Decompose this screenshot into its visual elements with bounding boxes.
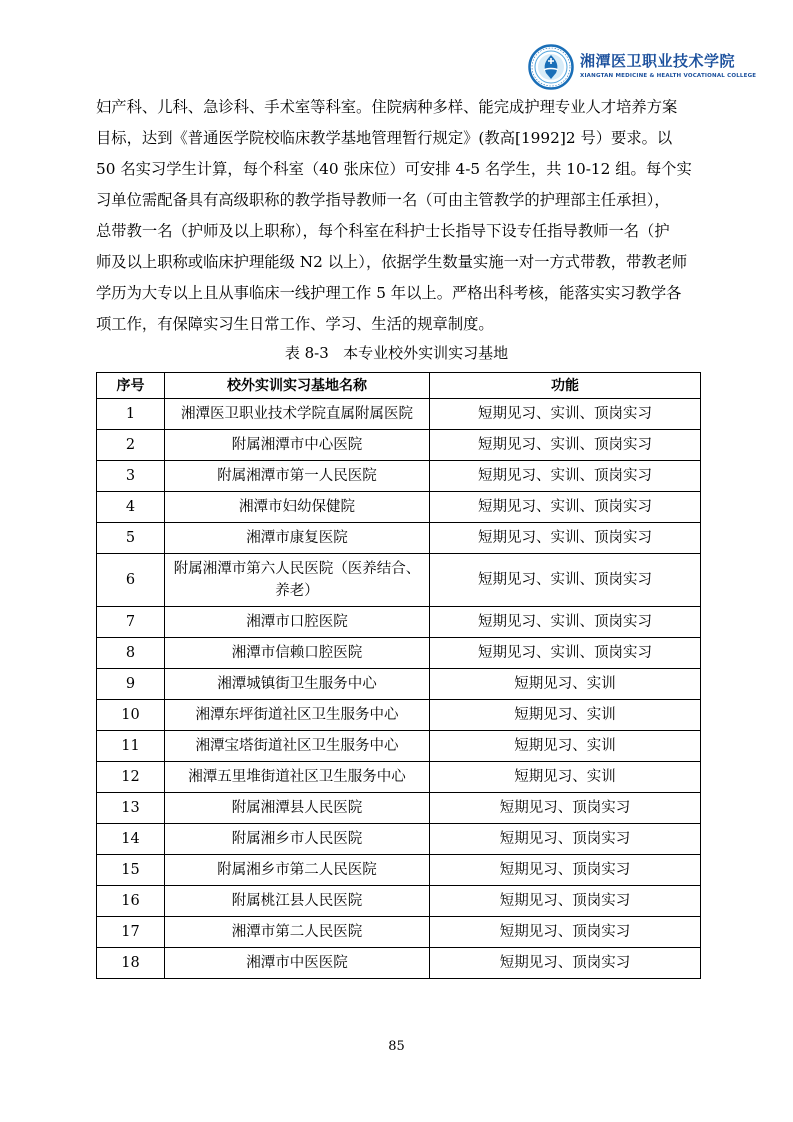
table-row [97,399,701,430]
paragraph-line: 总带教一名（护师及以上职称），每个科室在科护士长指导下设专任指导教师一名（护 [96,222,670,240]
body-paragraph [96,92,699,340]
serial-cell: 6 [97,554,165,607]
serial-cell: 4 [97,492,165,523]
table-row [97,948,701,979]
table-row [97,638,701,669]
header-base-name: 校外实训实习基地名称 [165,373,430,399]
serial-cell: 17 [97,917,165,948]
training-base-table [96,372,701,979]
serial-cell: 14 [97,824,165,855]
serial-cell: 11 [97,731,165,762]
function-cell: 短期见习、实训 [430,731,701,762]
serial-cell: 3 [97,461,165,492]
base-name-cell: 湘潭市妇幼保健院 [165,492,430,523]
table-row [97,700,701,731]
base-name-cell: 湘潭五里堆街道社区卫生服务中心 [165,762,430,793]
paragraph-line: 目标，达到《普通医学院校临床教学基地管理暂行规定》(教高[1992]2 号）要求。以 [96,129,673,147]
base-name-cell: 附属湘潭市中心医院 [165,430,430,461]
paragraph-line: 师及以上职称或临床护理能级 N2 以上），依据学生数量实施一对一方式带教，带教老师 [96,253,688,271]
serial-cell: 2 [97,430,165,461]
serial-cell: 7 [97,607,165,638]
function-cell: 短期见习、实训、顶岗实习 [430,492,701,523]
table-row [97,762,701,793]
base-name-cell: 湘潭市信赖口腔医院 [165,638,430,669]
base-name-cell: 附属湘潭县人民医院 [165,793,430,824]
base-name-cell: 附属湘潭市第一人民医院 [165,461,430,492]
serial-cell: 9 [97,669,165,700]
page-number: 85 [388,1039,405,1054]
base-name-cell: 湘潭城镇街卫生服务中心 [165,669,430,700]
table-row [97,855,701,886]
table-row [97,824,701,855]
base-name-cell: 附属桃江县人民医院 [165,886,430,917]
base-name-cell: 湘潭宝塔街道社区卫生服务中心 [165,731,430,762]
base-name-cell [165,554,430,607]
table-row [97,430,701,461]
table-row [97,523,701,554]
base-name-cell: 附属湘乡市人民医院 [165,824,430,855]
table-row [97,731,701,762]
college-logo [528,44,757,90]
college-name: 湘潭医卫职业技术学院 [580,52,736,70]
header-function: 功能 [430,373,701,399]
paragraph-line: 50 名实习学生计算，每个科室（40 张床位）可安排 4-5 名学生，共 10-12 组。每个实 [96,160,692,178]
table-row [97,669,701,700]
table-row [97,886,701,917]
serial-cell: 8 [97,638,165,669]
header-serial: 序号 [97,373,165,399]
function-cell: 短期见习、实训 [430,700,701,731]
base-name-cell: 湘潭市第二人民医院 [165,917,430,948]
function-cell: 短期见习、实训、顶岗实习 [430,461,701,492]
table-row [97,492,701,523]
serial-cell: 1 [97,399,165,430]
table-row [97,607,701,638]
paragraph-line: 学历为大专以上且从事临床一线护理工作 5 年以上。严格出科考核，能落实实习教学各 [96,284,682,302]
function-cell: 短期见习、实训、顶岗实习 [430,607,701,638]
serial-cell: 16 [97,886,165,917]
paragraph-line: 项工作，有保障实习生日常工作、学习、生活的规章制度。 [96,315,494,333]
function-cell: 短期见习、实训、顶岗实习 [430,399,701,430]
function-cell: 短期见习、实训 [430,669,701,700]
table-row [97,917,701,948]
base-name-cell: 湘潭市中医医院 [165,948,430,979]
function-cell: 短期见习、顶岗实习 [430,886,701,917]
paragraph-line: 习单位需配备具有高级职称的教学指导教师一名（可由主管教学的护理部主任承担）， [96,191,670,209]
table-row [97,793,701,824]
function-cell: 短期见习、顶岗实习 [430,824,701,855]
function-cell: 短期见习、实训、顶岗实习 [430,554,701,607]
serial-cell: 18 [97,948,165,979]
base-name-cell: 湘潭东坪街道社区卫生服务中心 [165,700,430,731]
serial-cell: 5 [97,523,165,554]
table-row [97,461,701,492]
function-cell: 短期见习、顶岗实习 [430,917,701,948]
function-cell: 短期见习、实训、顶岗实习 [430,430,701,461]
base-name-line: 附属湘潭市第六人民医院（医养结合、 [173,561,421,577]
base-name-cell: 湘潭医卫职业技术学院直属附属医院 [165,399,430,430]
base-name-line: 养老） [275,583,319,599]
function-cell: 短期见习、实训、顶岗实习 [430,638,701,669]
function-cell: 短期见习、顶岗实习 [430,793,701,824]
function-cell: 短期见习、顶岗实习 [430,948,701,979]
college-emblem-icon [528,44,574,90]
base-name-cell: 湘潭市康复医院 [165,523,430,554]
serial-cell: 13 [97,793,165,824]
base-name-cell: 湘潭市口腔医院 [165,607,430,638]
function-cell: 短期见习、顶岗实习 [430,855,701,886]
serial-cell: 10 [97,700,165,731]
table-caption: 表 8-3 本专业校外实训实习基地 [284,344,509,362]
paragraph-line: 妇产科、儿科、急诊科、手术室等科室。住院病种多样、能完成护理专业人才培养方案 [96,98,678,116]
function-cell: 短期见习、实训、顶岗实习 [430,523,701,554]
serial-cell: 12 [97,762,165,793]
function-cell: 短期见习、实训 [430,762,701,793]
base-name-cell: 附属湘乡市第二人民医院 [165,855,430,886]
college-name-en: XIANGTAN MEDICINE & HEALTH VOCATIONAL COLLEGE [580,73,757,79]
table-row [97,554,701,607]
table-header-row [97,373,701,399]
serial-cell: 15 [97,855,165,886]
